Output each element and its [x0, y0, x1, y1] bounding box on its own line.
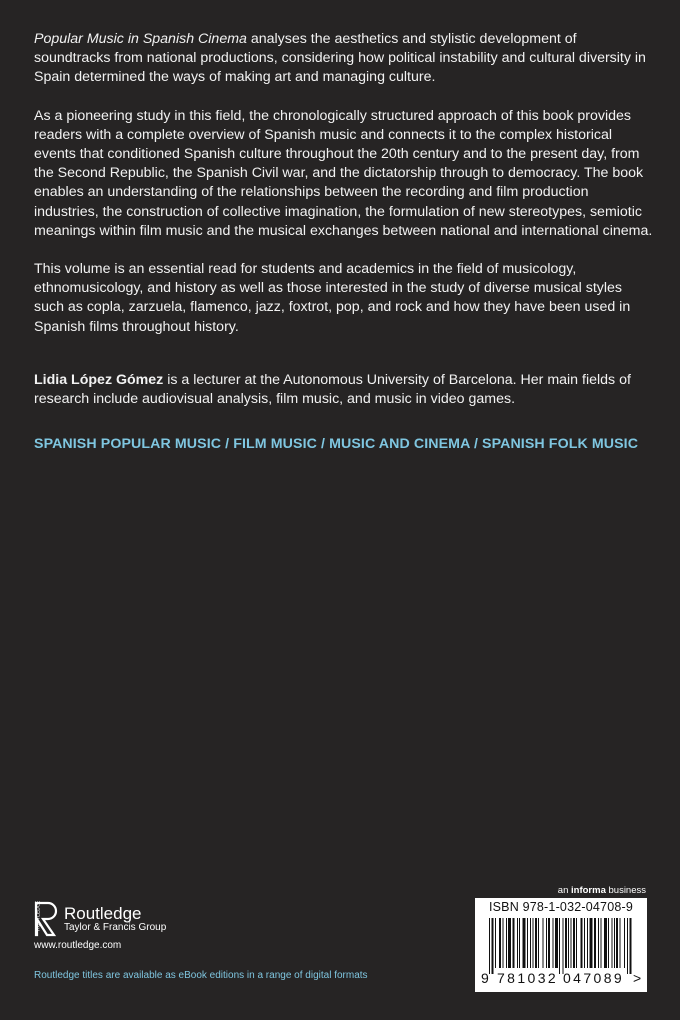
publisher-group: Taylor & Francis Group — [64, 921, 167, 933]
isbn-label: ISBN 978-1-032-04708-9 — [488, 900, 634, 914]
publisher-website[interactable]: www.routledge.com — [34, 940, 122, 951]
ebook-note: Routledge titles are available as eBook editions in a range of digital formats — [34, 970, 368, 981]
logo-vertical-text: ROUTLEDGE — [35, 901, 42, 931]
logo-wordmark — [64, 905, 166, 934]
isbn-barcode — [475, 898, 647, 992]
blurb-paragraph-3: This volume is an essential read for students and academics in the field of musicology, ethnomusicology, and history as well as those interested in the study of diverse musical styles such as copla, zarzuela, flamenco, jazz, foxtrot, pop, and rock and how they have been used in Spanish films throughout history. — [34, 261, 631, 335]
barcode-arrow: > — [633, 970, 642, 986]
barcode-right-digits: 047089 — [563, 970, 625, 986]
book-title: Popular Music in Spanish Cinema — [34, 31, 247, 47]
blurb-paragraph-1: Popular Music in Spanish Cinema analyses the aesthetics and stylistic development of soundtracks from national productions, considering how political instability and cultural diversity in Spain determined the ways of making art and managing culture. — [34, 31, 646, 86]
barcode-left-digits: 781032 — [497, 970, 559, 986]
routledge-logo-icon — [34, 901, 58, 937]
informa-brand: informa — [571, 885, 606, 896]
subject-categories: SPANISH POPULAR MUSIC / FILM MUSIC / MUSIC AND CINEMA / SPANISH FOLK MUSIC — [34, 436, 639, 452]
barcode-lead-digit: 9 — [481, 970, 489, 986]
publisher-name: Routledge — [64, 903, 142, 923]
author-name: Lidia López Gómez — [34, 371, 164, 388]
back-cover-blurb — [34, 30, 654, 428]
publisher-logo — [34, 900, 166, 938]
author-bio: Lidia López Gómez is a lecturer at the Autonomous University of Barcelona. Her main fields of research include audiovisual analysis, film music, and music in video games. — [34, 371, 631, 408]
informa-business-label: an informa business — [557, 885, 646, 896]
blurb-paragraph-2: As a pioneering study in this field, the chronologically structured approach of this book provides readers with a complete overview of Spanish music and connects it to the complex historical events that conditioned Spanish culture throughout the 20th century and to the present day, from the Second Republic, the Spanish Civil war, and the dictatorship through to democracy. The book enables an understanding of the relationships between the recording and film production industries, the construction of collective imagination, the formulation of new stereotypes, semiotic meanings within film music and the musical exchanges between national and international cinema. — [34, 107, 653, 239]
